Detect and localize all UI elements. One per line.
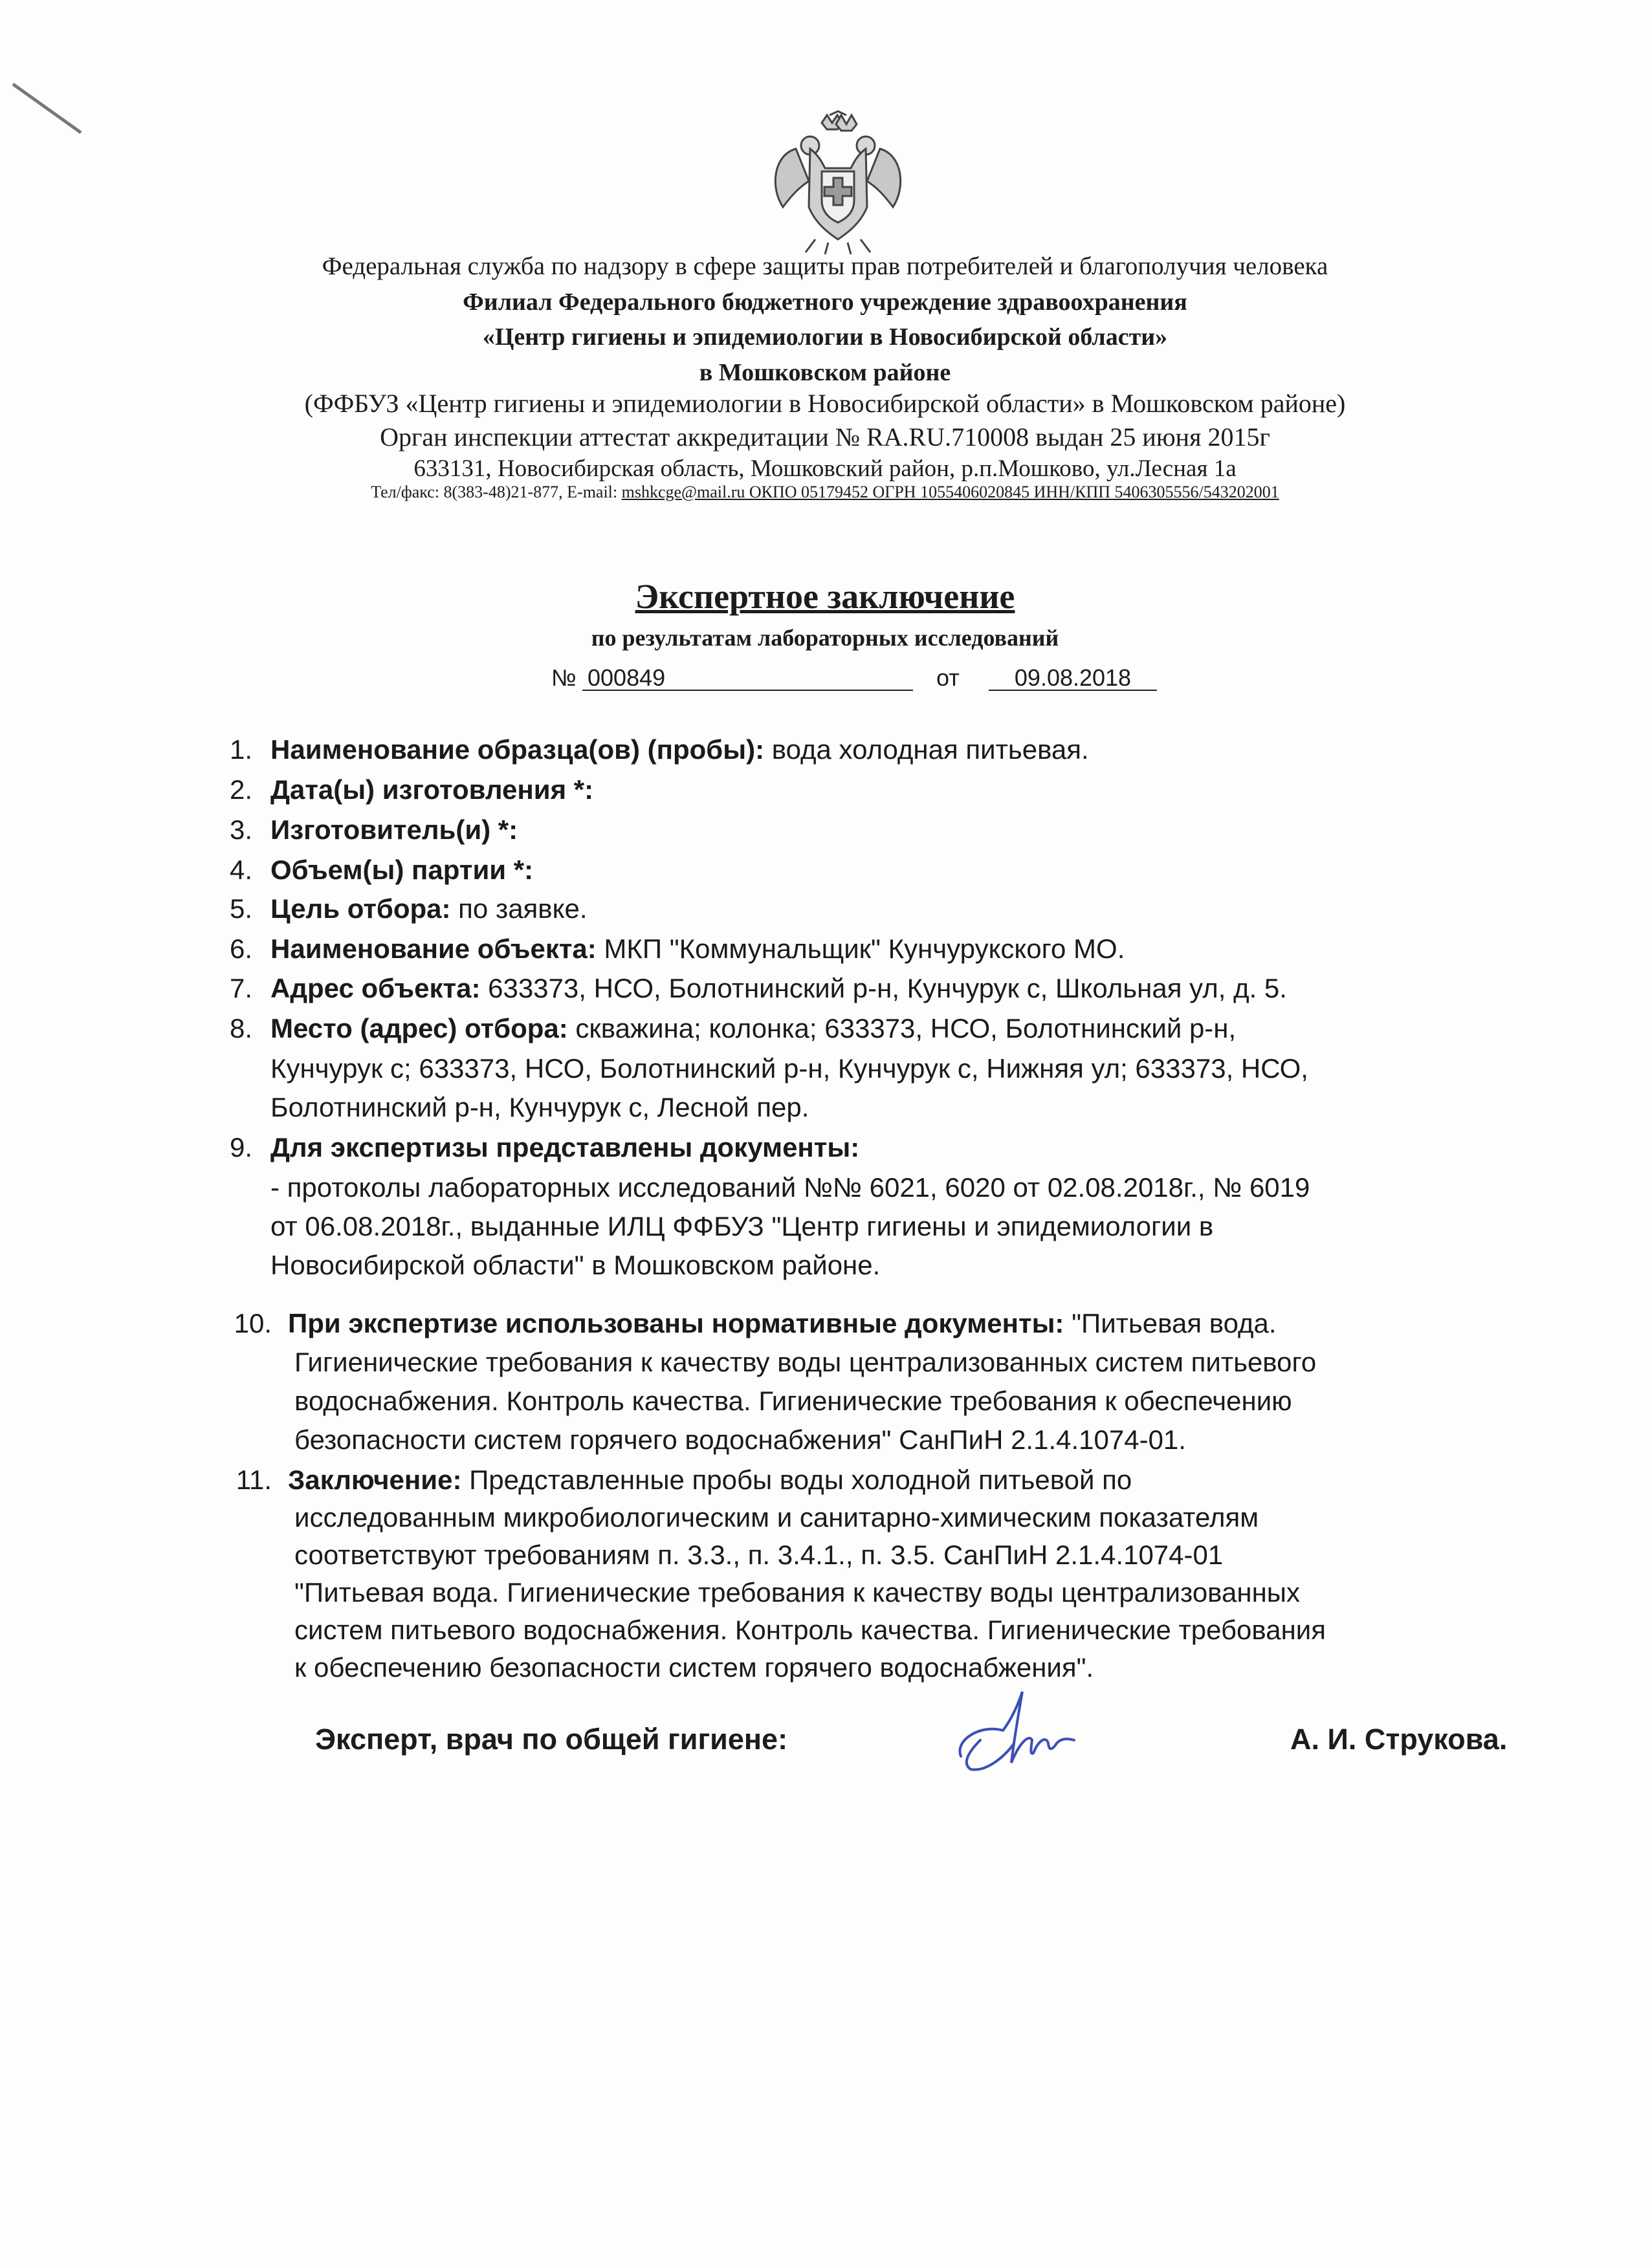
branch-name-line-1: Филиал Федерального бюджетного учреждение здравоохранения (463, 289, 1187, 316)
contacts-email-codes: mshkcge@mail.ru ОКПО 05179452 ОГРН 1055406020845 ИНН/КПП 5406305556/543202001 (621, 483, 1279, 501)
item-11-continuation-5: к обеспечению безопасности систем горячего водоснабжения". (294, 1652, 1094, 1683)
item-10-continuation-3: безопасности систем горячего водоснабжения" СанПиН 2.1.4.1074-01. (294, 1424, 1186, 1455)
item-9-continuation-1: - протоколы лабораторных исследований №№ 6021, 6020 от 02.08.2018г., № 6019 (270, 1172, 1310, 1203)
item-number: 5. (229, 893, 252, 924)
document-number: 000849 (582, 666, 913, 691)
item-number: 8. (229, 1013, 252, 1043)
item-text: "Питьевая вода. (1064, 1308, 1277, 1338)
item-text: МКП "Коммунальщик" Кунчурукского МО. (596, 933, 1125, 964)
item-number: 1. (229, 734, 252, 765)
double-headed-eagle-emblem-icon (770, 110, 906, 259)
accreditation-line: Орган инспекции аттестат аккредитации № RA.RU.710008 выдан 25 июня 2015г (380, 422, 1270, 452)
item-number: 4. (229, 855, 252, 885)
expert-name: А. И. Струкова. (1290, 1723, 1508, 1756)
item-9-continuation-3: Новосибирской области" в Мошковском районе. (270, 1250, 881, 1280)
branch-name-line-2: «Центр гигиены и эпидемиологии в Новосибирской области» (482, 323, 1168, 351)
item-label: Объем(ы) партии *: (270, 855, 534, 885)
item-text: вода холодная питьевая. (764, 734, 1089, 765)
item-11-continuation-4: систем питьевого водоснабжения. Контроль качества. Гигиенические требования (294, 1615, 1326, 1645)
item-9-continuation-2: от 06.08.2018г., выданные ИЛЦ ФФБУЗ "Центр гигиены и эпидемиологии в (270, 1211, 1214, 1241)
organization-address: 633131, Новосибирская область, Мошковский район, р.п.Мошково, ул.Лесная 1а (413, 455, 1237, 482)
organization-short-name: (ФФБУЗ «Центр гигиены и эпидемиологии в Новосибирской области» в Мошковском районе) (304, 389, 1346, 418)
item-label: Цель отбора: (270, 893, 451, 924)
date-prefix: от (936, 664, 960, 691)
item-label: Место (адрес) отбора: (270, 1013, 568, 1043)
item-text: по заявке. (450, 893, 588, 924)
item-number: 2. (229, 774, 252, 805)
item-label: Дата(ы) изготовления *: (270, 774, 594, 805)
item-label: Наименование объекта: (270, 933, 597, 964)
item-number: 3. (229, 814, 252, 845)
item-number: 9. (229, 1132, 252, 1162)
scan-mark (0, 0, 168, 168)
document-date: 09.08.2018 (989, 666, 1157, 691)
item-label: Заключение: (288, 1465, 462, 1495)
handwritten-signature-icon (941, 1679, 1103, 1782)
item-10-continuation-1: Гигиенические требования к качеству воды централизованных систем питьевого (294, 1347, 1317, 1377)
item-label: Наименование образца(ов) (пробы): (270, 734, 765, 765)
document-title: Экспертное заключение (635, 577, 1015, 616)
item-number: 10. (234, 1308, 272, 1338)
branch-name-line-3: в Мошковском районе (699, 359, 951, 386)
item-8-continuation-2: Болотнинский р-н, Кунчурук с, Лесной пер. (270, 1092, 809, 1122)
agency-name: Федеральная служба по надзору в сфере защиты прав потребителей и благополучия человека (322, 252, 1328, 280)
item-text: скважина; колонка; 633373, НСО, Болотнинский р-н, (567, 1013, 1237, 1043)
contacts-phone: Тел/факс: 8(383-48)21-877, E-mail: (371, 483, 622, 501)
item-8-continuation-1: Кунчурук с; 633373, НСО, Болотнинский р-н, Кунчурук с, Нижняя ул; 633373, НСО, (270, 1053, 1308, 1084)
item-number: 6. (229, 933, 252, 964)
item-text: Представленные пробы воды холодной питьевой по (461, 1465, 1132, 1495)
item-label: Изготовитель(и) *: (270, 814, 518, 845)
contacts-line (162, 484, 1488, 501)
item-10-continuation-2: водоснабжения. Контроль качества. Гигиенические требования к обеспечению (294, 1386, 1292, 1416)
item-11-continuation-3: "Питьевая вода. Гигиенические требования к качеству воды централизованных (294, 1577, 1300, 1608)
signature-label: Эксперт, врач по общей гигиене: (315, 1723, 788, 1756)
item-label: При экспертизе использованы нормативные документы: (288, 1308, 1064, 1338)
item-number: 7. (229, 973, 252, 1003)
item-11-continuation-2: соответствуют требованиям п. 3.3., п. 3.4.1., п. 3.5. СанПиН 2.1.4.1074-01 (294, 1540, 1224, 1570)
item-11-continuation-1: исследованным микробиологическим и санитарно-химическим показателям (294, 1502, 1259, 1532)
item-number: 11. (236, 1465, 272, 1495)
document-subtitle: по результатам лабораторных исследований (591, 625, 1059, 651)
item-label: Для экспертизы представлены документы: (270, 1132, 860, 1162)
item-label: Адрес объекта: (270, 973, 481, 1003)
item-text: 633373, НСО, Болотнинский р-н, Кунчурук с, Школьная ул, д. 5. (480, 973, 1287, 1003)
number-sign: № (551, 664, 577, 691)
